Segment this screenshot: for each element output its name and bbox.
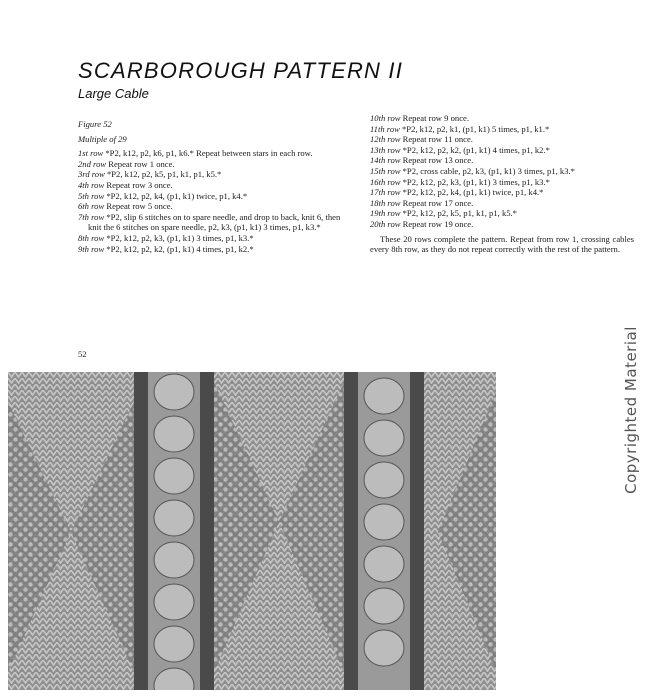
row-text: *P2, k12, p2, k5, p1, k1, p1, k5.*	[104, 169, 222, 180]
row-label: 12th row	[370, 134, 401, 145]
instruction-row	[370, 187, 634, 198]
instruction-row	[78, 169, 348, 180]
row-text: Repeat row 11 once.	[400, 134, 473, 145]
row-text: *P2, k12, p2, k1, (p1, k1) 5 times, p1, k1.*	[399, 123, 550, 134]
row-text: Repeat row 13 once.	[400, 155, 474, 166]
row-label: 11th row	[370, 123, 400, 134]
instruction-row	[370, 177, 634, 188]
instruction-row	[370, 124, 634, 135]
instruction-row	[78, 244, 348, 255]
instructions-right-column	[370, 113, 634, 263]
row-text: Repeat row 17 once.	[400, 197, 474, 208]
row-label: 18th row	[370, 197, 401, 208]
row-text: *P2, k12, p2, k4, (p1, k1) twice, p1, k4.*	[104, 190, 248, 201]
copyright-watermark: Copyrighted Material	[622, 326, 640, 494]
row-label: 17th row	[370, 187, 401, 198]
instruction-row	[370, 134, 634, 145]
instruction-row	[370, 208, 634, 219]
row-text: *P2, k12, p2, k2, (p1, k1) 4 times, p1, k2.*	[400, 144, 550, 155]
row-label: 16th row	[370, 176, 401, 187]
row-text: *P2, k12, p2, k2, (p1, k1) 4 times, p1, k2.*	[104, 243, 254, 254]
instruction-row	[370, 145, 634, 156]
row-text: *P2, slip 6 stitches on to spare needle, and drop to back, knit 6, then knit the 6 stitches on spare needle, p2, k3, (p1, k1) 3 times, p1, k3.*	[88, 211, 341, 233]
stitch-multiple: Multiple of 29	[78, 133, 127, 144]
instruction-row	[78, 159, 348, 170]
row-label: 9th row	[78, 243, 105, 254]
row-text: *P2, k12, p2, k5, p1, k1, p1, k5.*	[400, 208, 517, 219]
row-text: Repeat row 1 once.	[106, 158, 175, 169]
row-text: *P2, k12, p2, k4, (p1, k1) twice, p1, k4.*	[400, 187, 544, 198]
row-label: 3rd row	[78, 169, 105, 180]
row-label: 5th row	[78, 190, 105, 201]
instructions-left-column	[78, 119, 348, 254]
row-label: 20th row	[370, 218, 401, 229]
row-text: Repeat row 9 once.	[400, 113, 469, 123]
instruction-row	[370, 155, 634, 166]
row-label: 7th row	[78, 211, 105, 222]
row-label: 6th row	[78, 201, 105, 212]
row-label: 2nd row	[78, 158, 107, 169]
page-number: 52	[78, 349, 87, 359]
row-label: 14th row	[370, 155, 401, 166]
knitted-swatch-photo	[8, 372, 496, 690]
pattern-title: SCARBOROUGH PATTERN II	[78, 58, 404, 83]
instruction-row	[78, 212, 348, 233]
row-label: 8th row	[78, 232, 105, 243]
row-label: 4th row	[78, 179, 105, 190]
row-list-left	[78, 148, 348, 254]
row-text: *P2, cross cable, p2, k3, (p1, k1) 3 times, p1, k3.*	[400, 165, 575, 176]
instruction-row	[370, 113, 634, 124]
instruction-row	[78, 233, 348, 244]
row-text: Repeat row 19 once.	[400, 218, 474, 229]
row-label: 15th row	[370, 165, 401, 176]
pattern-subtitle: Large Cable	[78, 86, 149, 101]
figure-label: Figure 52	[78, 119, 112, 129]
instruction-row	[78, 180, 348, 191]
row-text: Repeat row 3 once.	[104, 179, 173, 190]
instruction-row	[78, 191, 348, 202]
instruction-row	[78, 201, 348, 212]
row-text: *P2, k12, p2, k3, (p1, k1) 3 times, p1, k3.*	[104, 232, 254, 243]
instruction-row	[78, 148, 348, 159]
row-label: 10th row	[370, 113, 401, 123]
closing-note: These 20 rows complete the pattern. Repeat from row 1, crossing cables every 8th row, as they do not repeat correctly with the rest of the pattern.	[370, 233, 634, 255]
row-label: 13th row	[370, 144, 401, 155]
row-text: Repeat row 5 once.	[104, 201, 173, 212]
instruction-row	[370, 219, 634, 230]
row-list-right	[370, 113, 634, 230]
row-text: *P2, k12, p2, k6, p1, k6.* Repeat between stars in each row.	[103, 148, 313, 159]
row-label: 19th row	[370, 208, 401, 219]
row-text: *P2, k12, p2, k3, (p1, k1) 3 times, p1, k3.*	[400, 176, 550, 187]
instruction-row	[370, 166, 634, 177]
instruction-row	[370, 198, 634, 209]
row-label: 1st row	[78, 148, 104, 159]
